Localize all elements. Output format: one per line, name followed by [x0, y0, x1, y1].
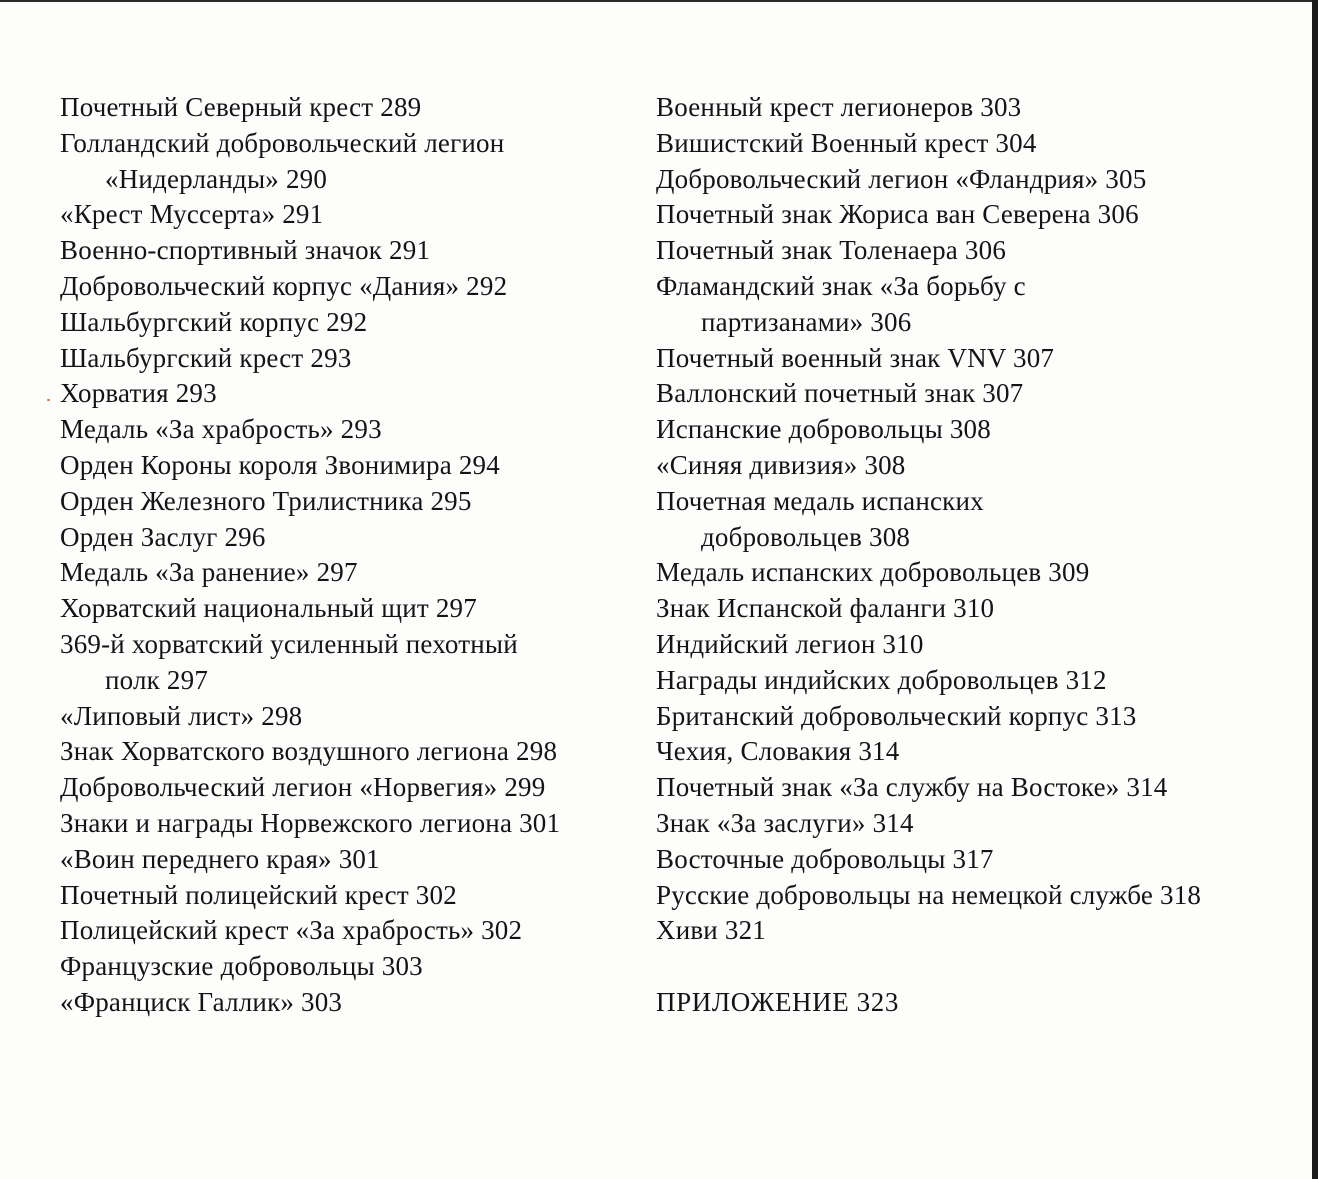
toc-entry: [656, 806, 1266, 842]
toc-entry-title: Полицейский крест «За храбрость» 302: [60, 915, 523, 946]
toc-right-column: [656, 90, 1266, 1021]
toc-entry: [60, 699, 640, 735]
toc-entry-title: Знаки и награды Норвежского легиона 301: [60, 807, 561, 838]
toc-entry-title: 369-й хорватский усиленный пехотный: [60, 628, 518, 659]
toc-entry: [656, 878, 1266, 914]
toc-entry-title: Орден Заслуг 296: [60, 521, 266, 552]
toc-entry: [60, 305, 640, 341]
toc-entry-title: Награды индийских добровольцев 312: [656, 664, 1107, 695]
toc-entry: [656, 197, 1266, 233]
toc-entry: [656, 663, 1266, 699]
toc-entry-title: Валлонский почетный знак 307: [656, 378, 1024, 409]
toc-entry-title: «Крест Муссерта» 291: [60, 199, 324, 230]
toc-entry-title: Хорватский национальный щит 297: [60, 593, 477, 624]
toc-entry: [60, 341, 640, 377]
toc-entry: [656, 699, 1266, 735]
toc-entry: [60, 269, 640, 305]
toc-entry-title: Медаль «За храбрость» 293: [60, 414, 382, 445]
toc-entry: [60, 591, 640, 627]
toc-entry-continuation: полк 297: [105, 664, 209, 695]
toc-entry-title: Восточные добровольцы 317: [656, 843, 994, 874]
toc-left-column: [60, 90, 640, 1021]
scan-speck: [47, 399, 50, 401]
toc-entry: [656, 376, 1266, 412]
toc-entry-title: Почетная медаль испанских: [656, 485, 984, 516]
toc-entry: [656, 842, 1266, 878]
toc-entry-title: Почетный Северный крест 289: [60, 92, 422, 122]
toc-entry: [60, 878, 640, 914]
toc-entry: [656, 233, 1266, 269]
toc-entry: [656, 734, 1266, 770]
toc-entry: [656, 627, 1266, 663]
toc-entry: [60, 806, 640, 842]
toc-entry-title: Вишистский Военный крест 304: [656, 127, 1037, 158]
toc-entry: [60, 376, 640, 412]
toc-entry-title: «Синяя дивизия» 308: [656, 449, 906, 480]
toc-entry: [60, 627, 640, 699]
toc-entry: [60, 985, 640, 1021]
toc-entry-title: Почетный знак Жориса ван Северена 306: [656, 199, 1139, 230]
toc-entry: [60, 913, 640, 949]
toc-entry: [656, 126, 1266, 162]
toc-entry-title: Добровольческий корпус «Дания» 292: [60, 270, 508, 301]
toc-entry-title: Шальбургский корпус 292: [60, 306, 368, 337]
toc-entry-title: Британский добровольческий корпус 313: [656, 700, 1137, 731]
toc-entry: [656, 770, 1266, 806]
toc-entry-title: Орден Короны короля Звонимира 294: [60, 449, 500, 480]
toc-appendix-entry: ПРИЛОЖЕНИЕ 323: [656, 986, 899, 1017]
toc-entry: [60, 770, 640, 806]
toc-entry: [656, 90, 1266, 126]
toc-entry: [656, 591, 1266, 627]
toc-entry: [656, 162, 1266, 198]
toc-entry: [656, 913, 1266, 949]
toc-entry-title: Французские добровольцы 303: [60, 951, 423, 982]
toc-entry-title: Почетный полицейский крест 302: [60, 879, 457, 910]
toc-entry-title: Почетный знак «За службу на Востоке» 314: [656, 772, 1168, 803]
scan-edge-top: [0, 0, 1318, 2]
toc-entry: [60, 448, 640, 484]
toc-entry: [60, 90, 640, 126]
toc-entry: [60, 484, 640, 520]
toc-entry-title: Почетный военный знак VNV 307: [656, 342, 1055, 373]
toc-entry-title: Испанские добровольцы 308: [656, 414, 991, 445]
toc-entry-title: Знак Хорватского воздушного легиона 298: [60, 736, 558, 767]
toc-entry: [656, 269, 1266, 341]
toc-entry-title: Медаль испанских добровольцев 309: [656, 557, 1090, 588]
toc-entry: [656, 412, 1266, 448]
toc-entry: [60, 233, 640, 269]
toc-entry: [656, 448, 1266, 484]
toc-entry-title: Знак «За заслуги» 314: [656, 807, 914, 838]
toc-entry-continuation: партизанами» 306: [701, 306, 912, 337]
toc-entry: [60, 520, 640, 556]
toc-entry: [656, 341, 1266, 377]
toc-entry-title: Чехия, Словакия 314: [656, 736, 900, 767]
toc-entry: [60, 555, 640, 591]
toc-entry: [60, 197, 640, 233]
toc-entry-title: Почетный знак Толенаера 306: [656, 235, 1007, 266]
toc-entry: [656, 484, 1266, 556]
toc-entry: [60, 949, 640, 985]
toc-entry-title: Военный крест легионеров 303: [656, 92, 1022, 122]
toc-entry-title: Индийский легион 310: [656, 628, 924, 659]
toc-entry-continuation: добровольцев 308: [701, 521, 911, 552]
toc-entry-title: Фламандский знак «За борьбу с: [656, 270, 1026, 301]
toc-entry-title: Русские добровольцы на немецкой службе 318: [656, 879, 1202, 910]
toc-entry: [60, 126, 640, 198]
toc-entry-title: Добровольческий легион «Норвегия» 299: [60, 772, 546, 803]
toc-entry: [60, 842, 640, 878]
toc-entry: [656, 555, 1266, 591]
toc-entry-title: Хорватия 293: [60, 378, 217, 409]
toc-entry-title: «Липовый лист» 298: [60, 700, 303, 731]
toc-entry-title: «Франциск Галлик» 303: [60, 986, 343, 1017]
toc-entry: [60, 412, 640, 448]
toc-entry-title: Голландский добровольческий легион: [60, 127, 505, 158]
toc-entry-title: Знак Испанской фаланги 310: [656, 593, 995, 624]
scan-edge-right: [1312, 0, 1318, 1179]
toc-entry-title: Орден Железного Трилистника 295: [60, 485, 472, 516]
toc-entry-title: Шальбургский крест 293: [60, 342, 352, 373]
toc-entry-title: Добровольческий легион «Фландрия» 305: [656, 163, 1147, 194]
toc-entry-title: «Воин переднего края» 301: [60, 843, 380, 874]
toc-entry-title: Военно-спортивный значок 291: [60, 235, 431, 266]
toc-entry-title: Хиви 321: [656, 915, 766, 946]
toc-entry-title: Медаль «За ранение» 297: [60, 557, 358, 588]
toc-entry-continuation: «Нидерланды» 290: [105, 163, 328, 194]
toc-entry: [60, 734, 640, 770]
